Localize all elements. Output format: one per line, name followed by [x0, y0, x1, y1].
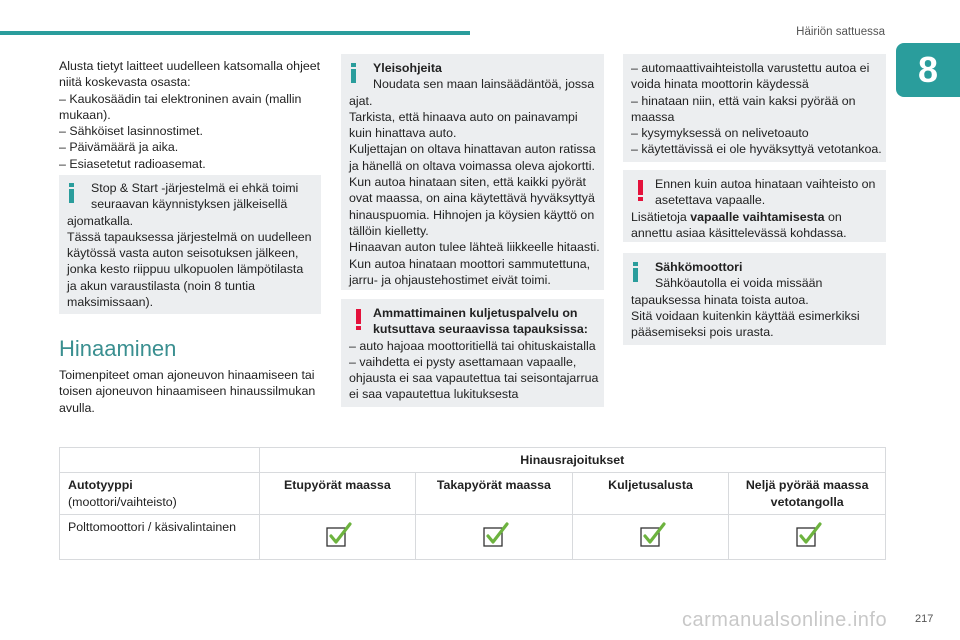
page-number: 217 [915, 613, 934, 625]
text-line: – auto hajoaa moottoritiellä tai ohituskaistalla [349, 338, 596, 353]
text-line: tällöin kielletty. [349, 223, 429, 238]
running-header: Häiriön sattuessa [796, 26, 885, 38]
text-line: Toimenpiteet oman ajoneuvon hinaamiseen tai [59, 368, 315, 382]
text-line: avulla. [59, 400, 95, 415]
text-line: – Päivämäärä ja aika. [59, 140, 179, 155]
electric-motor-info-box [623, 253, 886, 345]
text-line: ja akun varaustilasta (noin 8 tuntia [67, 278, 256, 293]
text-line: kuin hinattava auto. [349, 126, 457, 141]
text-line: hinauspuomia. Hihnojen ja köysien käyttö on [349, 207, 595, 222]
professional-towing-warning-box [341, 299, 604, 407]
text-line: – vaihdetta ei pysty asettamaan vapaalle, [349, 354, 577, 369]
text-line: annettu asiaa käsittelevässä kohdassa. [631, 225, 847, 240]
text-line: ajat. [349, 93, 373, 108]
row-label: Polttomoottori / käsivalintainen [60, 514, 260, 559]
general-info-box [341, 54, 604, 290]
neutral-gear-warning-box [623, 170, 886, 242]
column-header: Etupyörät maassa [259, 473, 416, 515]
column-header: Takapyörät maassa [416, 473, 573, 515]
table-group-header: Hinausrajoitukset [259, 448, 885, 473]
text-line: mukaan). [59, 107, 111, 122]
text-line: Noudata sen maan lainsäädäntöä, jossa [373, 77, 595, 92]
row-header-cell [60, 473, 260, 515]
chapter-tab: 8 [896, 43, 960, 97]
table-row [60, 514, 886, 559]
warning-title: kutsuttava seuraavissa tapauksissa: [373, 322, 588, 337]
checkmark-icon [483, 522, 505, 544]
info-title: Yleisohjeita [373, 61, 442, 75]
stop-start-info-box [59, 175, 321, 314]
text-line: Tarkista, että hinaava auto on painavampi [349, 109, 578, 124]
checkmark-icon [796, 522, 818, 544]
warning-title: Ammattimainen kuljetuspalvelu on [373, 306, 578, 320]
text-line: pääsemiseksi pois urasta. [631, 325, 774, 340]
text-line: toisen ajoneuvon hinaamiseen hinaussilmukan [59, 384, 316, 399]
column-header: Kuljetusalusta [572, 473, 729, 515]
towing-restrictions-table [59, 447, 886, 560]
checkmark-icon [640, 522, 662, 544]
text-line: Hinaavan auton tulee lähteä liikkeelle hitaasti. [349, 240, 600, 255]
table-cell [259, 514, 416, 559]
text-line: – hinataan niin, että vain kaksi pyörää on [631, 93, 856, 108]
text-line: Kun autoa hinataan siten, että kaikki pyörät [349, 175, 586, 190]
text-line: niitä koskevasta osasta: [59, 75, 191, 90]
info-title: Sähkömoottori [655, 260, 743, 274]
text-line: maksimissaan). [67, 295, 154, 310]
text-line: – kysymyksessä on nelivetoauto [631, 126, 809, 141]
watermark: carmanualsonline.info [682, 609, 888, 631]
text-line: – Esiasetetut radioasemat. [59, 156, 206, 171]
table-corner-cell [60, 448, 260, 473]
checkmark-icon [326, 522, 348, 544]
text-line: Tässä tapauksessa järjestelmä on uudelleen [67, 229, 312, 244]
text-line: – Kaukosäädin tai elektroninen avain (mallin [59, 91, 302, 106]
text-line: ei saa vapautettua lukituksesta [349, 387, 519, 402]
text-line: ja hänellä on oltava voimassa oleva ajokortti. [349, 158, 595, 173]
text-line: Sähköautolla ei voida missään [655, 276, 823, 291]
text-line: Lisätietoja vapaalle vaihtamisesta on [631, 209, 842, 224]
text-line: käytössä vasta auton seisotuksen jälkeen, [67, 246, 299, 261]
text-line: Kun autoa hinataan moottori sammutettuna, [349, 256, 591, 271]
text-line: seuraavan käynnistyksen jälkeisellä [91, 197, 288, 212]
header-accent-bar [0, 31, 470, 35]
text-line: Sitä voidaan kuitenkin käyttää esimerkiksi [631, 308, 860, 323]
text-line: Ennen kuin autoa hinataan vaihteisto on [655, 177, 876, 191]
text-line: voida hinata moottorin käydessä [631, 77, 809, 92]
text-line: Kuljettajan on oltava hinattavan auton ratissa [349, 142, 596, 157]
text-line: – Sähköiset lasinnostimet. [59, 124, 203, 139]
text-line: asetettava vapaalle. [655, 193, 766, 208]
text-line: Stop & Start -järjestelmä ei ehkä toimi [91, 181, 299, 195]
left-intro [59, 58, 321, 172]
table-cell [729, 514, 886, 559]
section-intro [59, 367, 321, 416]
section-title: Hinaaminen [59, 336, 177, 361]
text-line: – automaattivaihteistolla varustettu autoa ei [631, 61, 870, 75]
table-cell [416, 514, 573, 559]
text-line: maassa [631, 109, 675, 124]
text-line: – käytettävissä ei ole hyväksyttyä vetotankoa. [631, 142, 882, 157]
text-line: ajomatkalla. [67, 213, 134, 228]
row-header-title: Autotyyppi [68, 478, 133, 493]
text-line: jarru- ja ohjaustehostimet eivät toimi. [349, 272, 551, 287]
text-line: ohjausta ei saa vapautettua tai seisontajarrua [349, 371, 599, 386]
table-group-header-row [60, 448, 886, 473]
towing-conditions-box [623, 54, 886, 162]
row-header-sub: (moottori/vaihteisto) [68, 494, 177, 509]
column-header: Neljä pyörää maassa vetotangolla [729, 473, 886, 515]
text-line: Alusta tietyt laitteet uudelleen katsomalla ohjeet [59, 59, 321, 73]
table-header-row [60, 473, 886, 515]
text-line: ovat maassa, on aina käytettävä hyväksyttyä [349, 191, 595, 206]
text-line: tapauksessa hinata toista autoa. [631, 292, 809, 307]
table-cell [572, 514, 729, 559]
text-line: jonka kesto riippuu ulkopuolen lämpötilasta [67, 262, 304, 277]
